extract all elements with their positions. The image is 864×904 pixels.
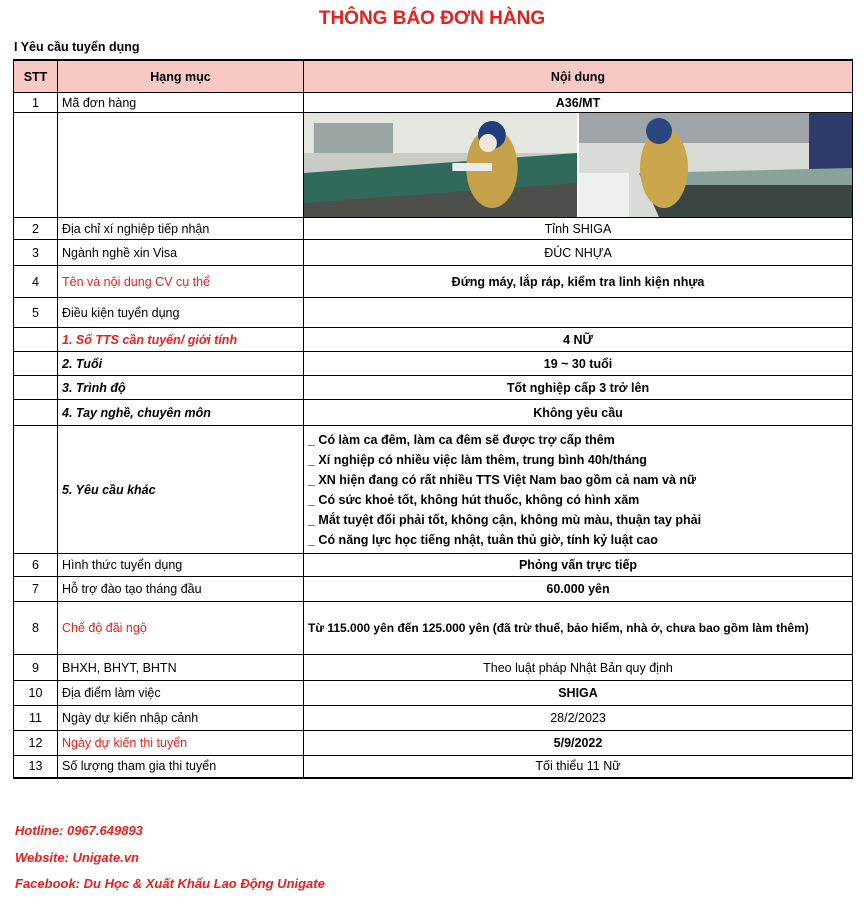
factory-photo-right	[577, 113, 852, 217]
table-row: 5. Yêu cầu khác _ Có làm ca đêm, làm ca đêm sẽ được trợ cấp thêm _ Xí nghiệp có nhiều việc làm thêm, trung bình 40h/tháng _ XN hiện đang có rất nhiều TTS Việt Nam bao gồm cả nam và nữ _ Có sức khoẻ tốt, không hút thuốc, không có hình xăm _ Mắt tuyệt đối phải tốt, không cận, không mù màu, thuận tay phải _ Có năng lực học tiếng nhật, tuân thủ giờ, tính kỷ luật cao	[14, 426, 853, 554]
page-title: THÔNG BÁO ĐƠN HÀNG	[318, 8, 546, 29]
factory-photos	[304, 113, 853, 218]
header-content: Nội dung	[304, 60, 853, 93]
header-stt: STT	[14, 60, 58, 93]
requirement-line: _ Xí nghiệp có nhiều việc làm thêm, trung bình 40h/tháng	[308, 452, 647, 467]
row-content: A36/MT	[304, 93, 853, 113]
table-row: 11 Ngày dự kiến nhập cảnh 28/2/2023	[14, 706, 853, 731]
table-row: 4. Tay nghề, chuyên môn Không yêu cầu	[14, 400, 853, 426]
table-row: 4 Tên và nội dung CV cụ thể Đứng máy, lắp ráp, kiểm tra linh kiện nhựa	[14, 266, 853, 298]
table-row: 2. Tuổi 19 ~ 30 tuổi	[14, 352, 853, 376]
table-row: 10 Địa điểm làm việc SHIGA	[14, 681, 853, 706]
row-stt: 1	[14, 93, 58, 113]
other-requirements	[304, 426, 853, 554]
table-row: 2 Địa chỉ xí nghiệp tiếp nhận Tỉnh SHIGA	[14, 218, 853, 240]
factory-photo-left	[304, 113, 577, 217]
requirement-line: _ Có sức khoẻ tốt, không hút thuốc, không có hình xăm	[308, 492, 640, 507]
order-table	[13, 59, 853, 779]
requirement-line: _ Mắt tuyệt đối phải tốt, không cận, không mù màu, thuận tay phải	[308, 512, 702, 527]
table-header-row	[14, 60, 853, 93]
table-row: 5 Điều kiện tuyển dụng	[14, 298, 853, 328]
section-heading: I Yêu cầu tuyển dụng	[14, 40, 140, 54]
hotline-text: Hotline: 0967.649893	[15, 823, 143, 838]
row-item: Mã đơn hàng	[58, 93, 304, 113]
facebook-text: Facebook: Du Học & Xuất Khẩu Lao Động Unigate	[15, 876, 325, 891]
table-row: 8 Chế độ đãi ngộ Từ 115.000 yên đến 125.000 yên (đã trừ thuế, bảo hiểm, nhà ở, chưa bao gồm làm thêm)	[14, 602, 853, 655]
requirement-line: _ Có làm ca đêm, làm ca đêm sẽ được trợ cấp thêm	[308, 432, 615, 447]
table-row: 1. Số TTS cần tuyển/ giới tính 4 NỮ	[14, 328, 853, 352]
website-link[interactable]: Website: Unigate.vn	[15, 850, 140, 865]
table-row: 7 Hỗ trợ đào tạo tháng đầu 60.000 yên	[14, 577, 853, 602]
table-row	[14, 93, 853, 113]
header-item: Hạng mục	[58, 60, 304, 93]
requirement-line: _ Có năng lực học tiếng nhật, tuân thủ giờ, tính kỷ luật cao	[308, 532, 658, 547]
table-row: 6 Hình thức tuyển dụng Phỏng vấn trực tiếp	[14, 554, 853, 577]
table-row: 9 BHXH, BHYT, BHTN Theo luật pháp Nhật Bản quy định	[14, 655, 853, 681]
table-row: 12 Ngày dự kiến thi tuyển 5/9/2022	[14, 731, 853, 756]
photo-row	[14, 113, 853, 218]
table-row: 3 Ngành nghề xin Visa ĐÚC NHỰA	[14, 240, 853, 266]
table-row: 13 Số lượng tham gia thi tuyển Tối thiểu 11 Nữ	[14, 756, 853, 778]
requirement-line: _ XN hiện đang có rất nhiều TTS Việt Nam bao gồm cả nam và nữ	[308, 472, 697, 487]
table-row: 3. Trình độ Tốt nghiệp cấp 3 trở lên	[14, 376, 853, 400]
